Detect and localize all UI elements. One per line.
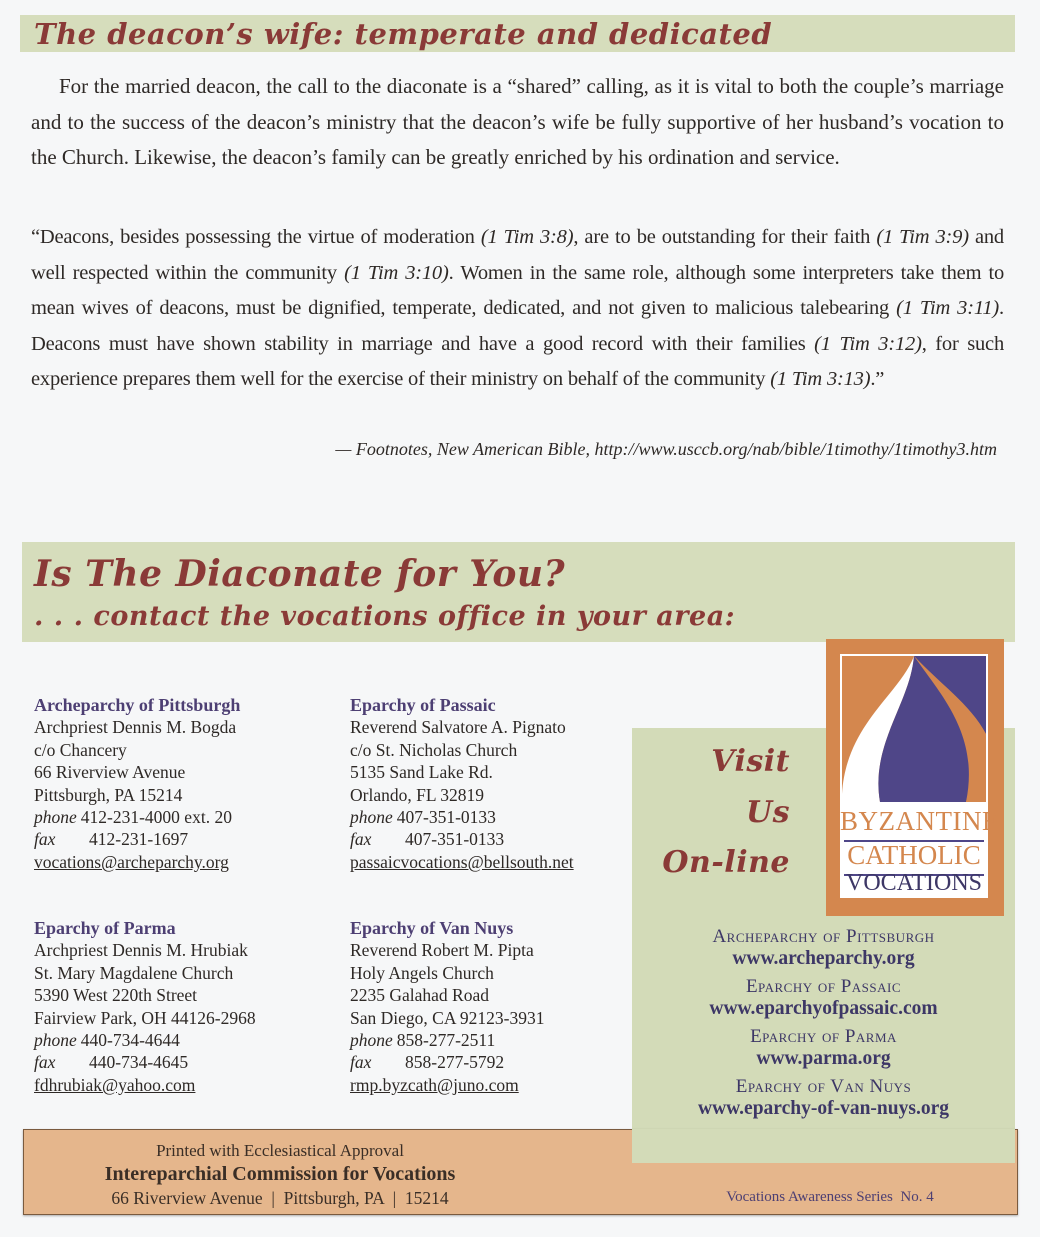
- contact-name: Eparchy of Parma: [34, 918, 176, 938]
- email-link[interactable]: vocations@archeparchy.org: [34, 851, 229, 872]
- contact-card: Archeparchy of Pittsburgh Archpriest Dennis M. Bogda c/o Chancery 66 Riverview Avenue Pittsburgh, PA 15214 phone 412-231-4000 ext. 20 fax 412-231-1697 vocations@archeparchy.org: [34, 694, 334, 873]
- byzantine-catholic-vocations-logo: [826, 639, 1004, 916]
- fax-number: 440-734-4645: [89, 1052, 189, 1073]
- website-link[interactable]: www.eparchy-of-van-nuys.org: [698, 1098, 949, 1119]
- scripture-ref: (1 Tim 3:11): [896, 297, 1000, 319]
- phone-number: 407-351-0133: [396, 807, 496, 828]
- scripture-ref: (1 Tim 3:13): [770, 368, 871, 390]
- us-text: Us: [745, 795, 790, 830]
- contact-name: Archeparchy of Pittsburgh: [34, 695, 241, 715]
- onion-dome-icon: [840, 654, 988, 804]
- footer-approval: Printed with Ecclesiastical Approval: [156, 1141, 404, 1160]
- series-label: Vocations Awareness Series No. 4: [726, 1189, 934, 1205]
- logo-text-vocations: VOCATIONS: [845, 870, 982, 896]
- footer-commission: Intereparchial Commission for Vocations: [104, 1163, 456, 1185]
- scripture-ref: (1 Tim 3:10): [344, 261, 449, 284]
- scripture-ref: (1 Tim 3:8): [480, 226, 574, 248]
- footer-address: 66 Riverview Avenue | Pittsburgh, PA | 15214: [111, 1188, 449, 1208]
- website-link[interactable]: www.archeparchy.org: [732, 948, 915, 969]
- contact-name: Eparchy of Van Nuys: [350, 918, 514, 938]
- fax-number: 858-277-5792: [405, 1052, 505, 1073]
- website-item: Eparchy of Passaic www.eparchyofpassaic.com: [632, 976, 1015, 1020]
- website-list: [632, 926, 1015, 1120]
- scripture-ref: (1 Tim 3:12): [814, 332, 922, 355]
- online-text: On-line: [662, 845, 790, 880]
- contact-name: Eparchy of Passaic: [350, 695, 496, 715]
- phone-number: 412-231-4000 ext. 20: [80, 807, 232, 828]
- website-item: Archeparchy of Pittsburgh www.archeparchy.org: [632, 926, 1015, 970]
- visit-text: Visit: [711, 744, 790, 779]
- diaconate-heading-title: Is The Diaconate for You?: [34, 553, 566, 595]
- contact-card: Eparchy of Van Nuys Reverend Robert M. Pipta Holy Angels Church 2235 Galahad Road San Diego, CA 92123-3931 phone 858-277-2511 fax 858-277-5792 rmp.byzcath@juno.com: [350, 917, 630, 1096]
- logo-text-byzantine: BYZANTINE: [840, 806, 999, 836]
- website-link[interactable]: www.parma.org: [756, 1048, 891, 1069]
- website-item: Eparchy of Parma www.parma.org: [632, 1026, 1015, 1070]
- intro-paragraph: For the married deacon, the call to the diaconate is a “shared” calling, as it is vital to both the couple’s marriage and to the success of the deacon’s ministry that the deacon’s wife be fully supportive of her husband’s vocation to the Church. Likewise, the deacon’s family can be greatly enriched by his ordination and service.: [31, 74, 1004, 169]
- quote-attribution: — Footnotes, New American Bible, http://www.usccb.org/nab/bible/1timothy/1timothy3.htm: [335, 439, 997, 459]
- phone-number: 858-277-2511: [396, 1030, 496, 1051]
- fax-number: 412-231-1697: [89, 829, 189, 850]
- section-heading-deacons-wife: The deacon’s wife: temperate and dedicated: [34, 17, 773, 51]
- email-link[interactable]: rmp.byzcath@juno.com: [350, 1074, 519, 1095]
- scripture-quote: “Deacons, besides possessing the virtue of moderation (1 Tim 3:8), are to be outstanding for their faith (1 Tim 3:9) and well respected within the community (1 Tim 3:10). Women in the same role, although some interpreters take them to mean wives of deacons, must be dignified, temperate, dedicated, and not given to malicious talebearing (1 Tim 3:11). Deacons must have shown stability in marriage and have a good record with their families (1 Tim 3:12), for such experience prepares them well for the exercise of their ministry on behalf of the community (1 Tim 3:13).”: [31, 226, 1005, 390]
- contact-card: Eparchy of Parma Archpriest Dennis M. Hrubiak St. Mary Magdalene Church 5390 West 220th Street Fairview Park, OH 44126-2968 phone 440-734-4644 fax 440-734-4645 fdhrubiak@yahoo.com: [34, 917, 334, 1096]
- website-item: Eparchy of Van Nuys www.eparchy-of-van-nuys.org: [632, 1076, 1015, 1120]
- scripture-ref: (1 Tim 3:9): [876, 226, 969, 248]
- website-link[interactable]: www.eparchyofpassaic.com: [709, 998, 938, 1019]
- email-link[interactable]: fdhrubiak@yahoo.com: [34, 1074, 196, 1095]
- visit-panel-overlap: [632, 1129, 1015, 1163]
- email-link[interactable]: passaicvocations@bellsouth.net: [350, 851, 574, 872]
- logo-text-catholic: CATHOLIC: [847, 840, 981, 870]
- contact-card: Eparchy of Passaic Reverend Salvatore A. Pignato c/o St. Nicholas Church 5135 Sand Lake Rd. Orlando, FL 32819 phone 407-351-0133 fax 407-351-0133 passaicvocations@bellsouth.net: [350, 694, 630, 873]
- diaconate-heading-subtitle: . . . contact the vocations office in your area:: [34, 601, 736, 632]
- phone-number: 440-734-4644: [80, 1030, 180, 1051]
- fax-number: 407-351-0133: [405, 829, 505, 850]
